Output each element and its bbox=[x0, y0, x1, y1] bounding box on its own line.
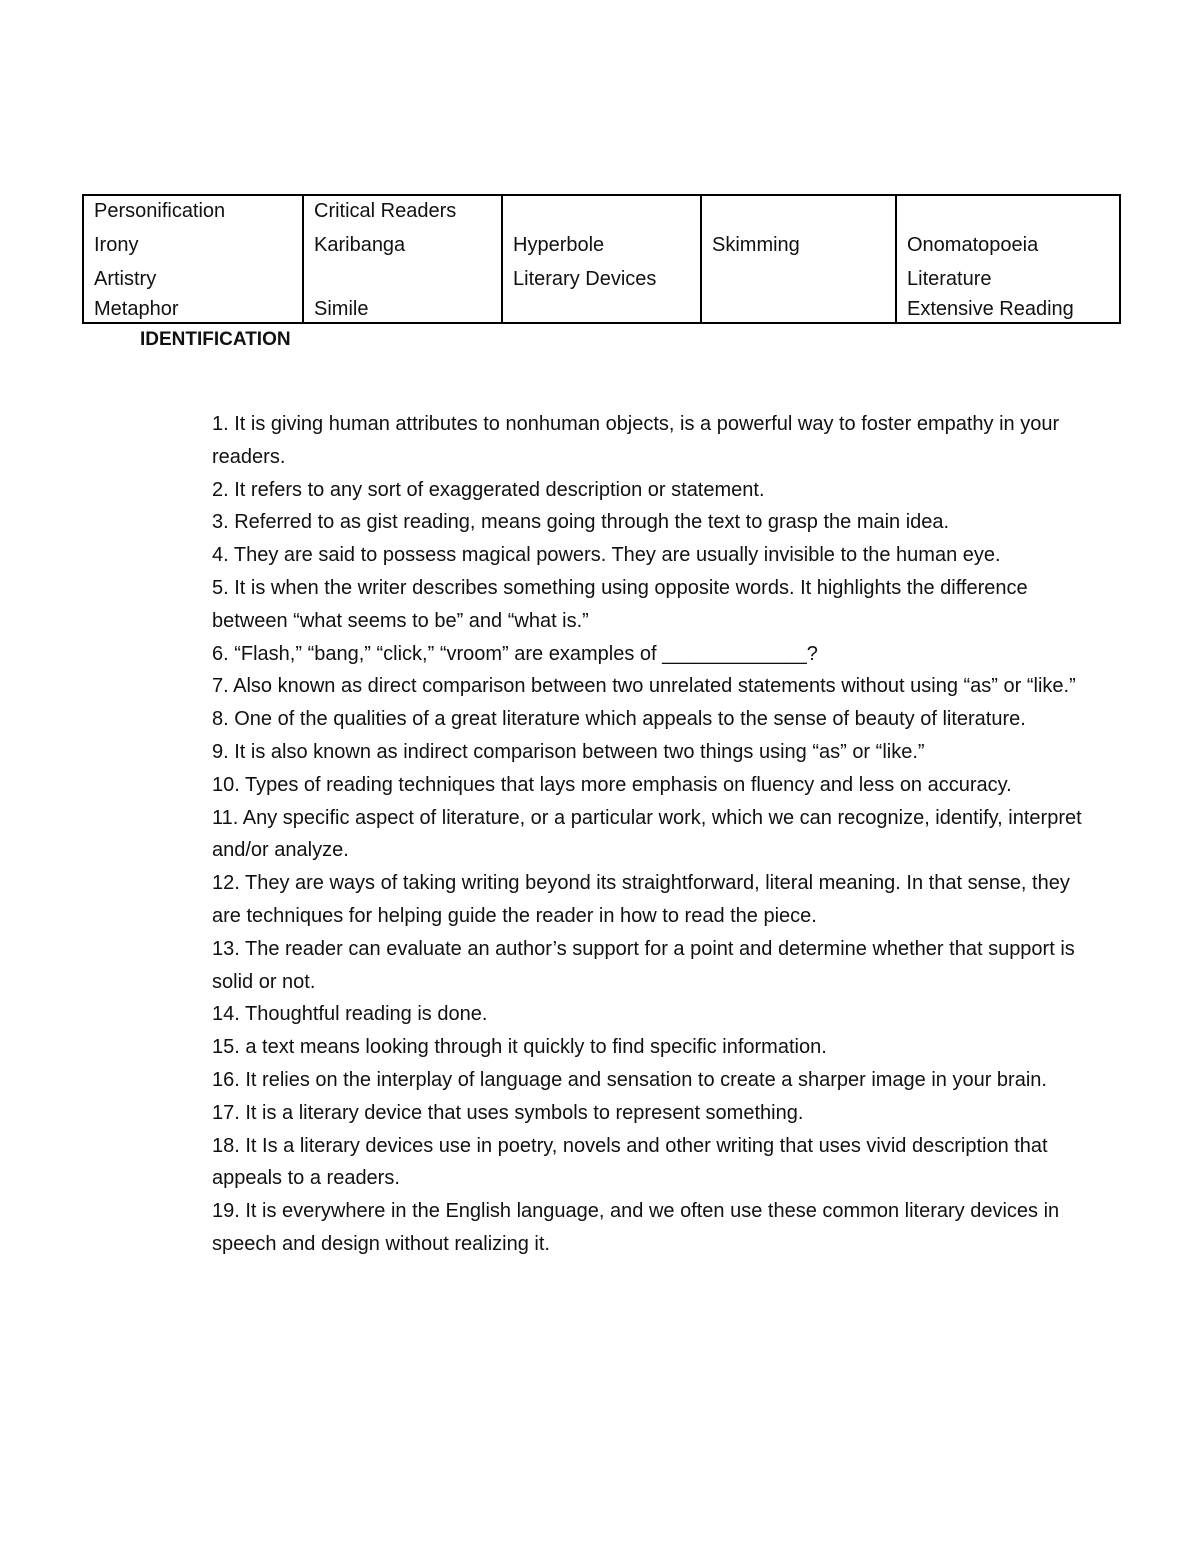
question-item: 8. One of the qualities of a great literature which appeals to the sense of beauty of literature. bbox=[212, 708, 1026, 731]
question-item: 16. It relies on the interplay of language and sensation to create a sharper image in your brain. bbox=[212, 1068, 1047, 1091]
word-bank-column-2 bbox=[303, 195, 502, 323]
question-list bbox=[212, 408, 1082, 1261]
word-bank-column-3 bbox=[502, 195, 701, 323]
word-bank-term: Simile bbox=[314, 298, 369, 320]
word-bank-term: Extensive Reading bbox=[907, 298, 1074, 320]
question-item: 4. They are said to possess magical powers. They are usually invisible to the human eye. bbox=[212, 544, 1001, 567]
word-bank-term: Irony bbox=[94, 234, 139, 256]
word-bank-term: Critical Readers bbox=[314, 200, 457, 222]
word-bank-term: Metaphor bbox=[94, 298, 179, 320]
question-item: 14. Thoughtful reading is done. bbox=[212, 1003, 488, 1026]
question-item: 11. Any specific aspect of literature, or a particular work, which we can recognize, identify, interpret and/or analyze. bbox=[212, 806, 1082, 862]
question-item: 1. It is giving human attributes to nonhuman objects, is a powerful way to foster empathy in your readers. bbox=[212, 413, 1060, 468]
word-bank-table bbox=[82, 194, 1121, 324]
word-bank-column-1 bbox=[83, 195, 303, 323]
question-item: 19. It is everywhere in the English language, and we often use these common literary devices in speech and design without realizing it. bbox=[212, 1200, 1060, 1255]
word-bank-term: Literature bbox=[907, 268, 992, 290]
word-bank-row bbox=[83, 195, 1120, 323]
question-item: 13. The reader can evaluate an author’s support for a point and determine whether that support is solid or not. bbox=[212, 937, 1075, 993]
word-bank-column-5 bbox=[896, 195, 1120, 323]
question-item: 3. Referred to as gist reading, means going through the text to grasp the main idea. bbox=[212, 511, 950, 534]
question-item: 2. It refers to any sort of exaggerated description or statement. bbox=[212, 478, 765, 501]
word-bank-term: Karibanga bbox=[314, 234, 406, 256]
word-bank-term: Skimming bbox=[712, 234, 800, 256]
word-bank-term: Literary Devices bbox=[513, 268, 657, 290]
question-item: 7. Also known as direct comparison between two unrelated statements without using “as” or “like.” bbox=[212, 675, 1076, 698]
question-item: 17. It is a literary device that uses symbols to represent something. bbox=[212, 1101, 804, 1124]
word-bank-term: Onomatopoeia bbox=[907, 234, 1039, 256]
question-item: 6. “Flash,” “bang,” “click,” “vroom” are examples of _____________? bbox=[212, 642, 818, 665]
section-heading: IDENTIFICATION bbox=[140, 329, 291, 350]
question-item: 12. They are ways of taking writing beyond its straightforward, literal meaning. In that sense, they are techniques for helping guide the reader in how to read the piece. bbox=[212, 872, 1070, 927]
question-item: 18. It Is a literary devices use in poetry, novels and other writing that uses vivid description that appeals to a readers. bbox=[212, 1134, 1048, 1190]
word-bank-term: Hyperbole bbox=[513, 234, 605, 256]
question-item: 15. a text means looking through it quickly to find specific information. bbox=[212, 1036, 827, 1059]
word-bank-column-4 bbox=[701, 195, 896, 323]
word-bank-term: Artistry bbox=[94, 268, 157, 290]
word-bank-term: Personification bbox=[94, 200, 226, 222]
question-item: 5. It is when the writer describes something using opposite words. It highlights the difference between “what seems to be” and “what is.” bbox=[212, 576, 1028, 632]
question-item: 10. Types of reading techniques that lays more emphasis on fluency and less on accuracy. bbox=[212, 773, 1012, 796]
question-item: 9. It is also known as indirect comparison between two things using “as” or “like.” bbox=[212, 740, 925, 763]
